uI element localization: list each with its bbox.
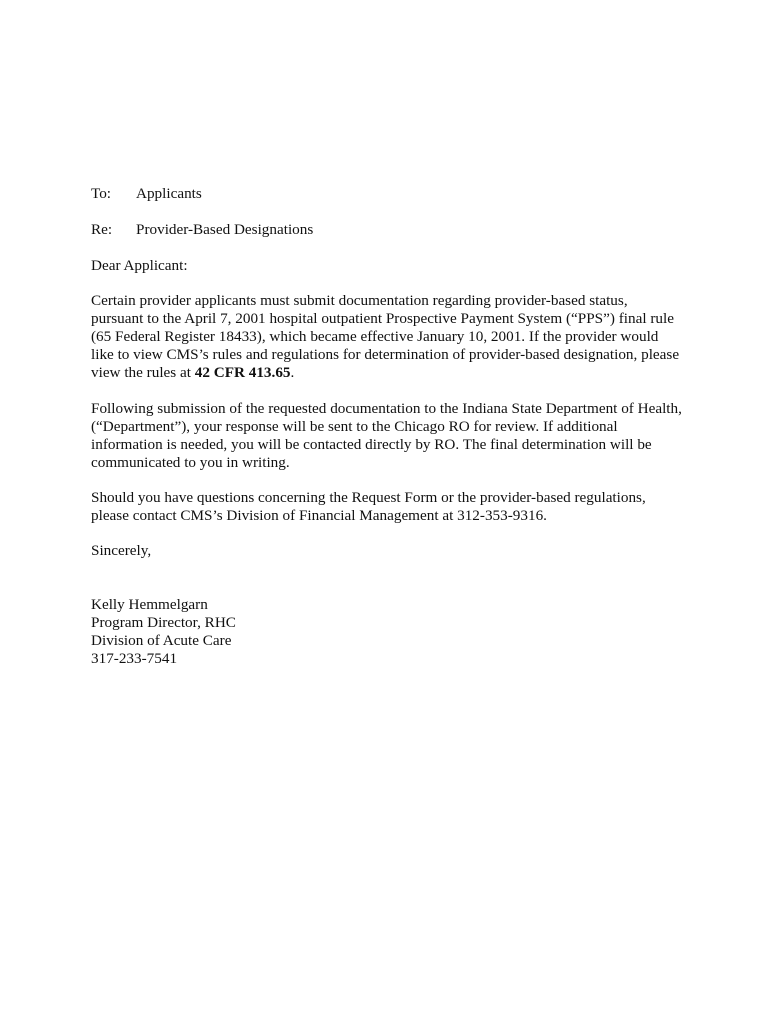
salutation xyxy=(91,257,691,275)
signature-block xyxy=(91,596,691,668)
memo-re xyxy=(91,221,691,239)
memo-to-row xyxy=(91,185,691,203)
signer-title: Program Director, RHC xyxy=(91,614,236,631)
paragraph-1 xyxy=(91,292,691,382)
memo-re-row xyxy=(91,221,691,239)
paragraph-line: please contact CMS’s Division of Financial Management at 312-353-9316. xyxy=(91,507,547,524)
paragraph-3 xyxy=(91,489,691,525)
cfr-citation: 42 CFR 413.65 xyxy=(194,364,291,381)
to-label: To: xyxy=(91,185,112,202)
paragraph-line: pursuant to the April 7, 2001 hospital outpatient Prospective Payment System (“PPS”) final rule xyxy=(91,310,674,327)
rules-prefix: view the rules at xyxy=(91,364,195,381)
re-label: Re: xyxy=(91,221,113,238)
signer-phone: 317-233-7541 xyxy=(91,650,178,667)
re-value: Provider-Based Designations xyxy=(136,221,314,238)
signer-division: Division of Acute Care xyxy=(91,632,232,649)
paragraph-2 xyxy=(91,400,691,472)
rules-suffix: . xyxy=(290,364,295,381)
paragraph-line: (65 Federal Register 18433), which became effective January 10, 2001. If the provider would xyxy=(91,328,659,345)
paragraph-line: Certain provider applicants must submit documentation regarding provider-based status, xyxy=(91,292,628,309)
paragraph-line: Should you have questions concerning the Request Form or the provider-based regulations, xyxy=(91,489,646,506)
paragraph-line: communicated to you in writing. xyxy=(91,454,290,471)
paragraph-last-line xyxy=(91,364,691,382)
paragraph-line: Following submission of the requested documentation to the Indiana State Department of Health, xyxy=(91,400,682,417)
closing xyxy=(91,542,691,560)
memo-header xyxy=(91,185,691,203)
signer-name: Kelly Hemmelgarn xyxy=(91,596,208,613)
to-value: Applicants xyxy=(136,185,202,202)
paragraph-line: (“Department”), your response will be sent to the Chicago RO for review. If additional xyxy=(91,418,618,435)
paragraph-line: like to view CMS’s rules and regulations for determination of provider-based designation, please xyxy=(91,346,680,363)
closing-text: Sincerely, xyxy=(91,542,152,559)
paragraph-line: information is needed, you will be contacted directly by RO. The final determination will be xyxy=(91,436,652,453)
salutation-text: Dear Applicant: xyxy=(91,257,188,274)
